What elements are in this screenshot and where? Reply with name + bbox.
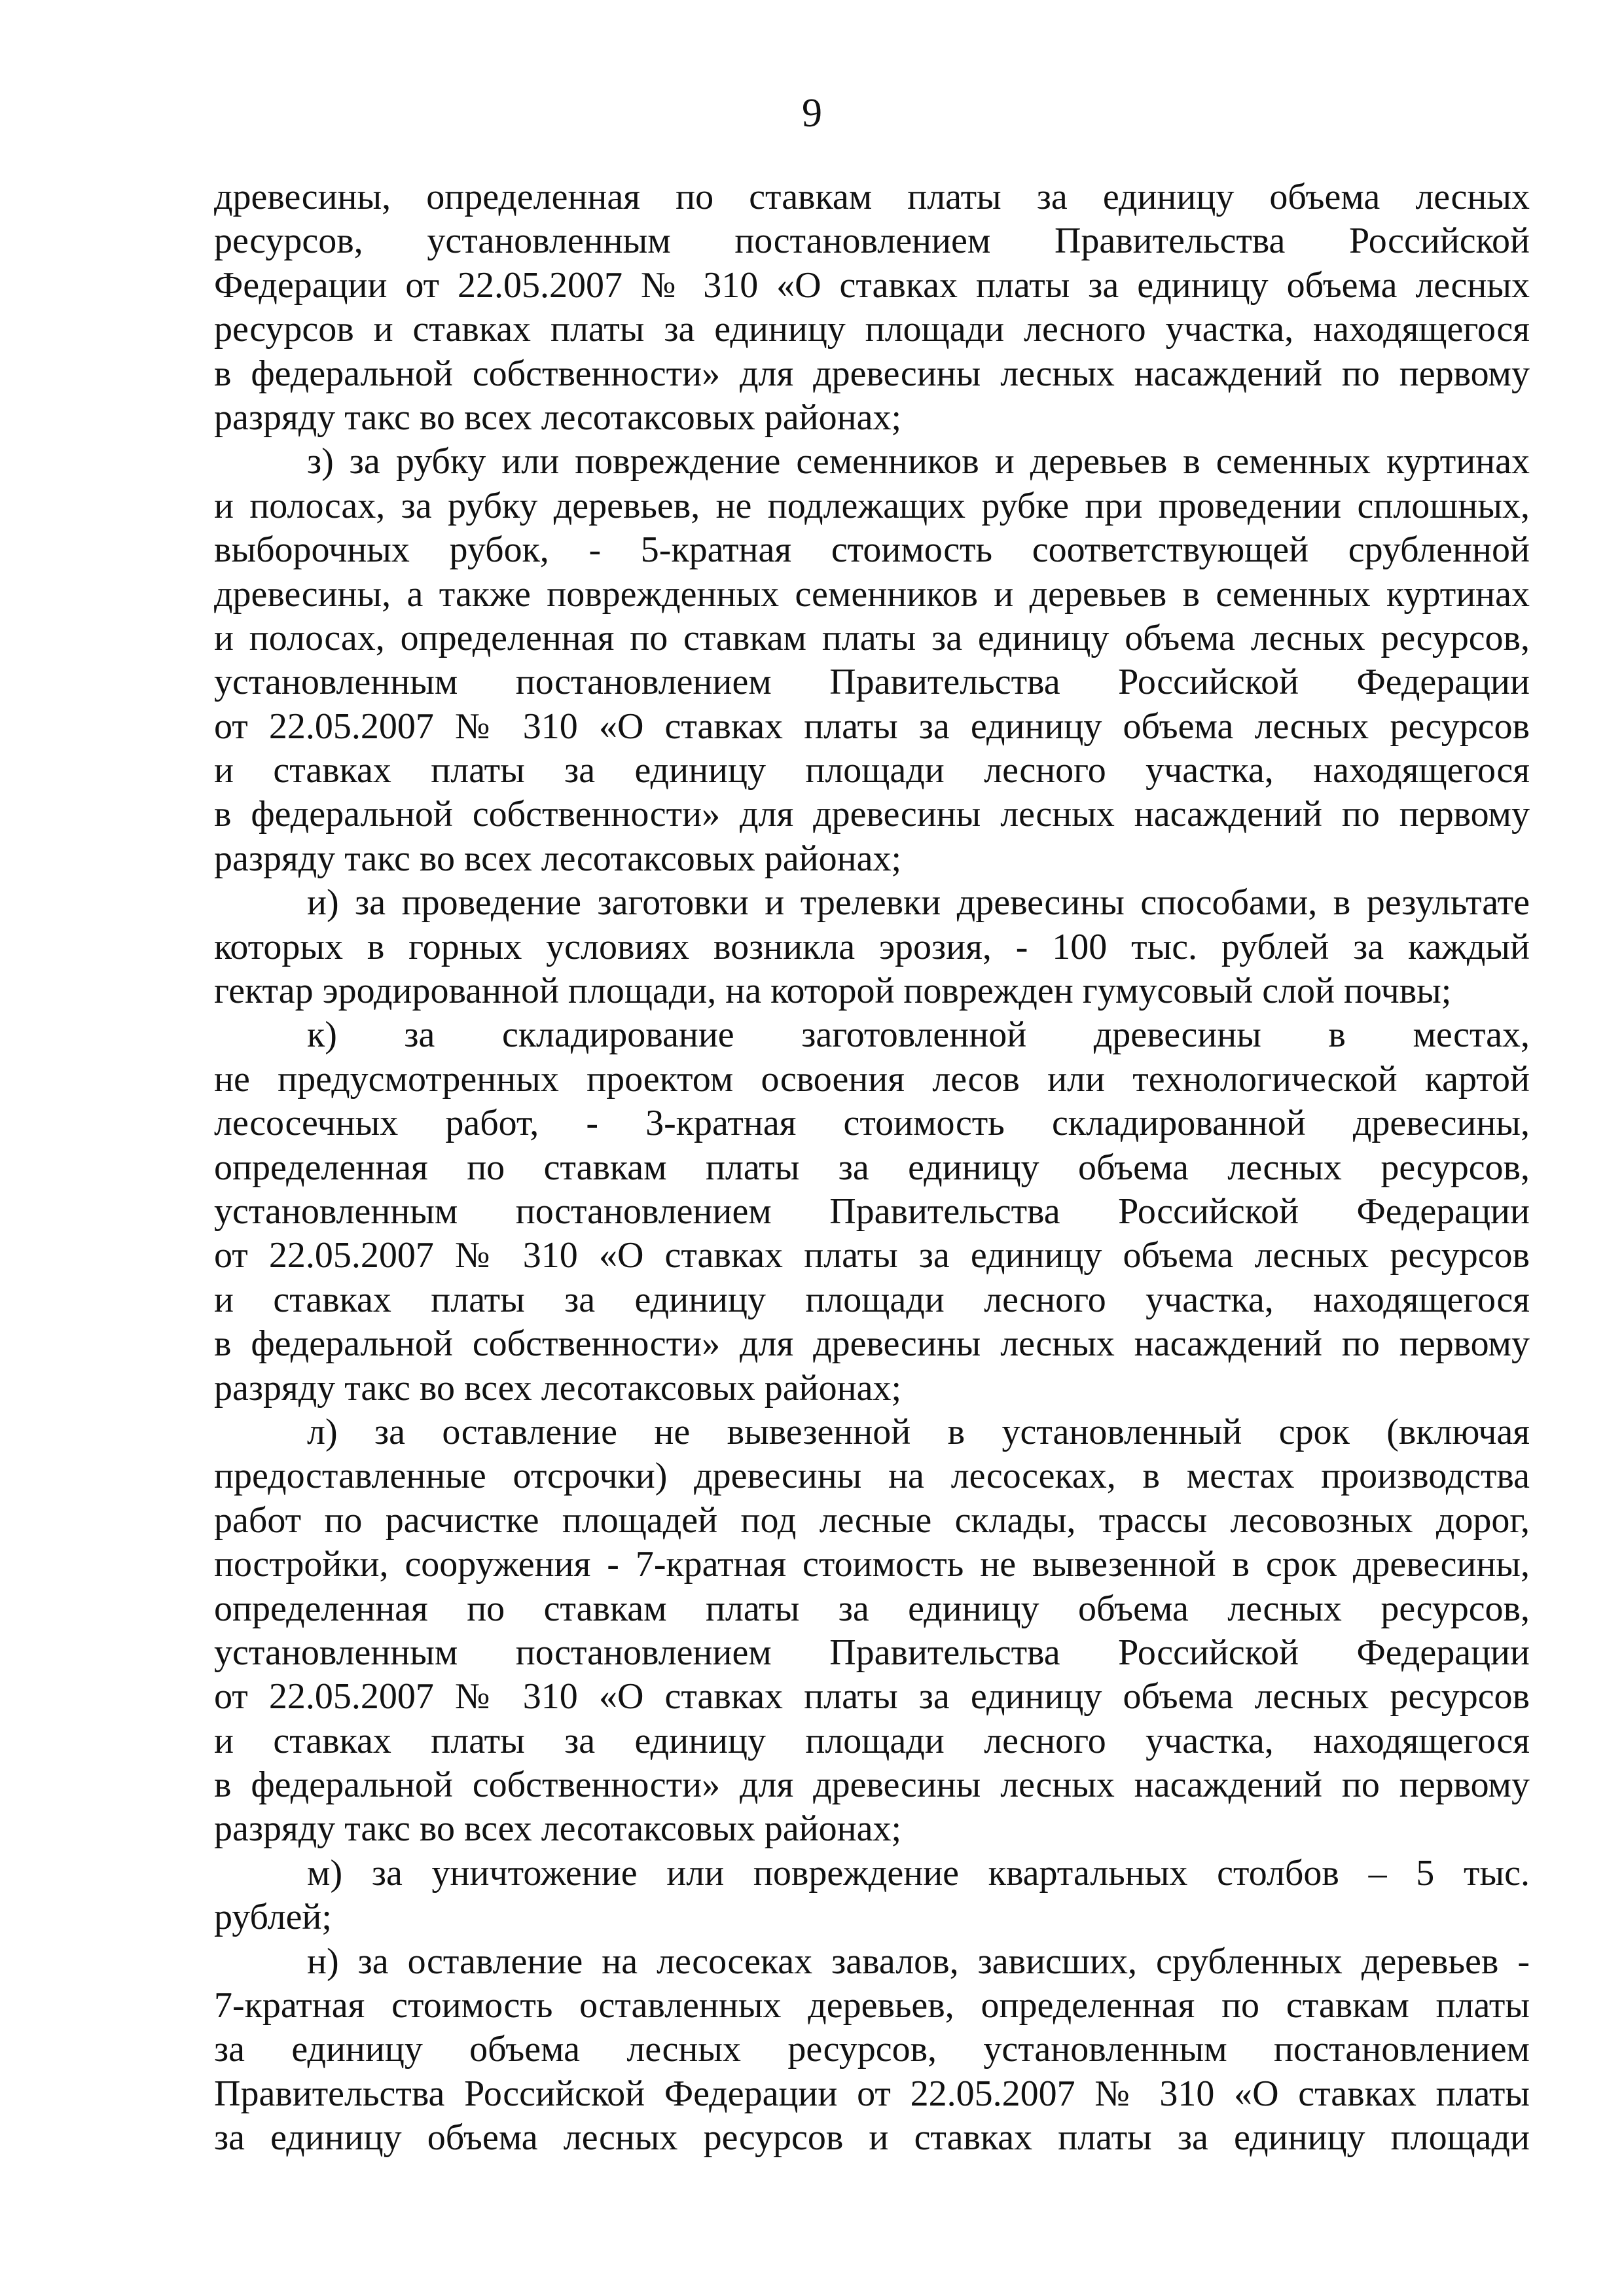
text-line: и ставках платы за единицу площади лесного участка, находящегося: [214, 1720, 1530, 1761]
text-line: к) за складирование заготовленной древесины в местах,: [307, 1014, 1530, 1056]
text-line: разряду такс во всех лесотаксовых районах;: [214, 1808, 901, 1850]
text-line: постройки, сооружения - 7-кратная стоимость не вывезенной в срок древесины,: [214, 1544, 1530, 1585]
text-line: рублей;: [214, 1897, 332, 1938]
text-line: м) за уничтожение или повреждение квартальных столбов – 5 тыс.: [307, 1852, 1530, 1893]
text-line: ресурсов, установленным постановлением Правительства Российской: [214, 221, 1530, 262]
text-line: з) за рубку или повреждение семенников и деревьев в семенных куртинах: [307, 441, 1530, 482]
text-line: установленным постановлением Правительства Российской Федерации: [214, 1632, 1530, 1673]
text-line: от 22.05.2007 № 310 «О ставках платы за единицу объема лесных ресурсов: [214, 1235, 1530, 1276]
text-line: не предусмотренных проектом освоения лесов или технологической картой: [214, 1058, 1530, 1100]
text-line: и ставках платы за единицу площади лесного участка, находящегося: [214, 1279, 1530, 1320]
text-line: лесосечных работ, - 3-кратная стоимость складированной древесины,: [214, 1103, 1530, 1144]
text-line: которых в горных условиях возникла эрозия, - 100 тыс. рублей за каждый: [214, 926, 1530, 967]
text-line: гектар эродированной площади, на которой поврежден гумусовый слой почвы;: [214, 971, 1452, 1012]
text-line: ресурсов и ставках платы за единицу площади лесного участка, находящегося: [214, 309, 1530, 350]
text-line: в федеральной собственности» для древесины лесных насаждений по первому: [214, 353, 1530, 394]
text-line: от 22.05.2007 № 310 «О ставках платы за единицу объема лесных ресурсов: [214, 1676, 1530, 1717]
text-line: определенная по ставкам платы за единицу объема лесных ресурсов,: [214, 1147, 1530, 1188]
text-line: разряду такс во всех лесотаксовых районах;: [214, 838, 901, 879]
text-line: и полосах, за рубку деревьев, не подлежащих рубке при проведении сплошных,: [214, 485, 1530, 526]
text-line: за единицу объема лесных ресурсов и ставках платы за единицу площади: [214, 2117, 1530, 2159]
text-line: л) за оставление не вывезенной в установленный срок (включая: [307, 1411, 1530, 1452]
text-line: и полосах, определенная по ставкам платы за единицу объема лесных ресурсов,: [214, 617, 1530, 658]
text-line: и ставках платы за единицу площади лесного участка, находящегося: [214, 750, 1530, 791]
text-line: от 22.05.2007 № 310 «О ставках платы за единицу объема лесных ресурсов: [214, 706, 1530, 747]
text-line: разряду такс во всех лесотаксовых районах;: [214, 397, 901, 438]
text-line: 7-кратная стоимость оставленных деревьев, определенная по ставкам платы: [214, 1985, 1530, 2026]
page-number: 9: [802, 91, 822, 135]
text-line: выборочных рубок, - 5-кратная стоимость соответствующей срубленной: [214, 529, 1530, 571]
body-text: [214, 175, 1530, 2161]
text-line: н) за оставление на лесосеках завалов, зависших, срубленных деревьев -: [307, 1941, 1530, 1982]
text-line: установленным постановлением Правительства Российской Федерации: [214, 662, 1530, 703]
text-line: разряду такс во всех лесотаксовых районах;: [214, 1367, 901, 1408]
text-line: предоставленные отсрочки) древесины на лесосеках, в местах производства: [214, 1456, 1530, 1497]
text-line: древесины, а также поврежденных семенников и деревьев в семенных куртинах: [214, 573, 1530, 615]
text-line: работ по расчистке площадей под лесные склады, трассы лесовозных дорог,: [214, 1499, 1530, 1541]
text-line: в федеральной собственности» для древесины лесных насаждений по первому: [214, 1323, 1530, 1365]
text-line: Правительства Российской Федерации от 22.05.2007 № 310 «О ставках платы: [214, 2073, 1530, 2114]
text-line: древесины, определенная по ставкам платы за единицу объема лесных: [214, 177, 1530, 217]
text-line: установленным постановлением Правительства Российской Федерации: [214, 1191, 1530, 1232]
text-line: в федеральной собственности» для древесины лесных насаждений по первому: [214, 794, 1530, 835]
text-line: определенная по ставкам платы за единицу объема лесных ресурсов,: [214, 1588, 1530, 1629]
text-line: и) за проведение заготовки и трелевки древесины способами, в результате: [307, 882, 1530, 924]
text-line: за единицу объема лесных ресурсов, установленным постановлением: [214, 2029, 1530, 2070]
text-line: в федеральной собственности» для древесины лесных насаждений по первому: [214, 1765, 1530, 1806]
text-line: Федерации от 22.05.2007 № 310 «О ставках платы за единицу объема лесных: [214, 264, 1530, 306]
